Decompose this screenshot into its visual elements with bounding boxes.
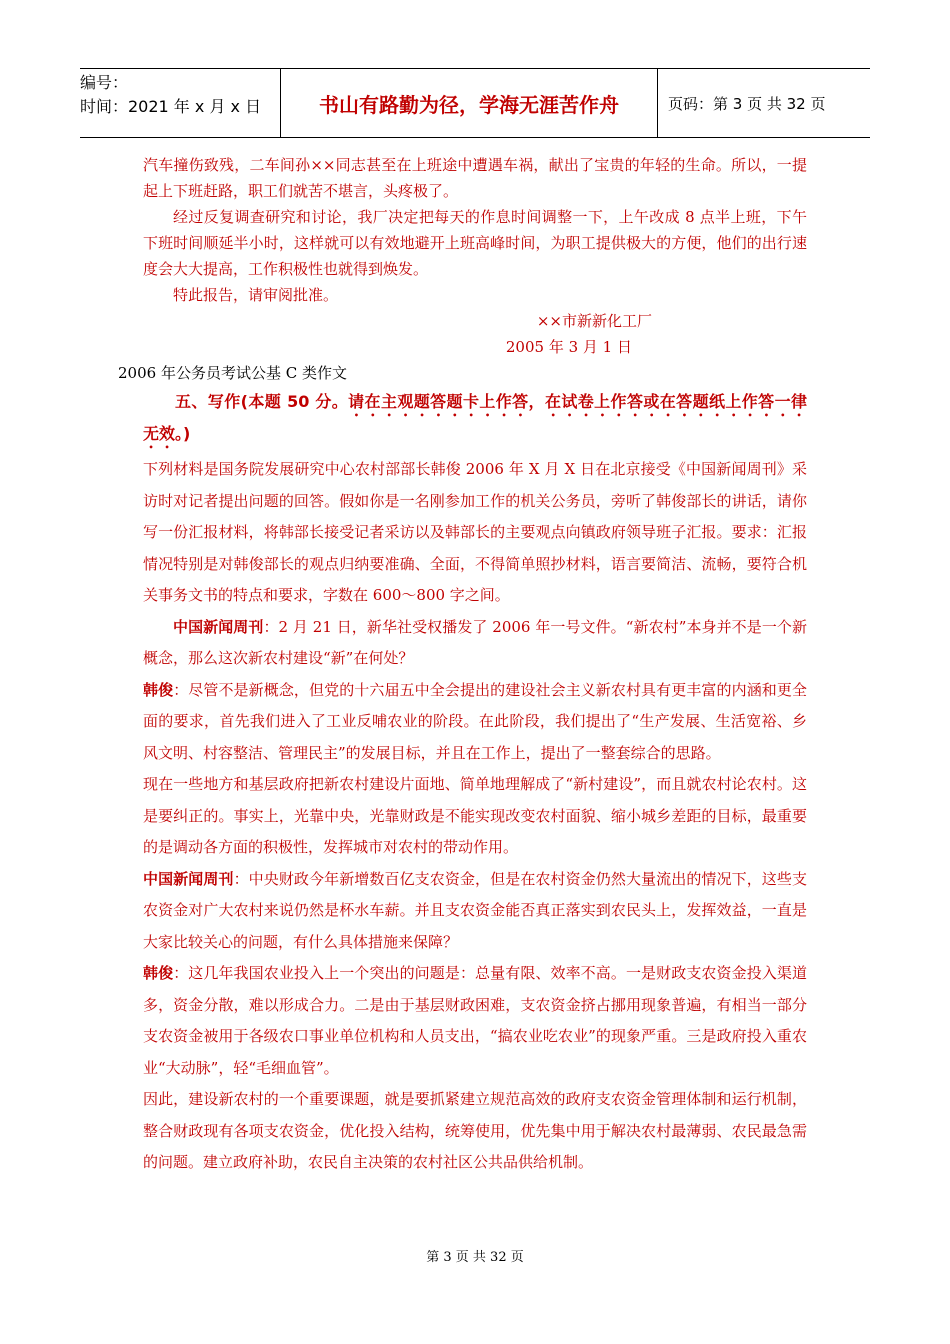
answer-1-continued: 现在一些地方和基层政府把新农村建设片面地、简单地理解成了“新村建设”，而且就农村论农村。这是要纠正的。事实上，光靠中央，光靠财政是不能实现改变农村面貌、缩小城乡差距的目标，最重要的是调动各方面的积极性，发挥城市对农村的带动作用。: [143, 775, 807, 856]
document-body: [118, 152, 807, 1179]
question-text: ：中央财政今年新增数百亿支农资金，但是在农村资金仍然大量流出的情况下，这些支农资金对广大农村来说仍然是杯水车薪。并且支农资金能否真正落实到农民头上，发挥效益，一直是大家比较关心的问题，有什么具体措施来保障？: [143, 869, 807, 951]
exam-title: 2006 年公务员考试公基 C 类作文: [118, 364, 347, 382]
answer-text: ：这几年我国农业投入上一个突出的问题是：总量有限、效率不高。一是财政支农资金投入渠道多，资金分散，难以形成合力。二是由于基层财政困难，支农资金挤占挪用现象普遍，有相当一部分支农资金被用于各级农口事业单位机构和人员支出，“搞农业吃农业”的现象严重。三是政府投入重农业“大动脉”，轻“毛细血管”。: [143, 964, 807, 1077]
page-footer: 第 3 页 共 32 页: [426, 1250, 524, 1265]
report-closing: 特此报告，请审阅批准。: [173, 286, 339, 304]
section-heading-part1: 五、写作(本题 50 分。: [175, 392, 349, 411]
question-2: [143, 864, 807, 959]
speaker-label: 中国新闻周刊: [143, 869, 234, 888]
speaker-label: 韩俊: [143, 680, 174, 699]
section-heading-part3: ): [183, 424, 191, 443]
answer-text: ：尽管不是新概念，但党的十六届五中全会提出的建设社会主义新农村具有更丰富的内涵和更全面的要求，首先我们进入了工业反哺农业的阶段。在此阶段，我们提出了“生产发展、生活宽裕、乡风文明、村容整洁、管理民主”的发展目标，并且在工作上，提出了一整套综合的思路。: [143, 680, 807, 762]
section-heading-emphasis: 请在主观题答题卡上作答，在试卷上作答或在答题纸上作答一律无效。: [143, 392, 807, 443]
header-page-info: 页码：第 3 页 共 32 页: [668, 94, 826, 113]
answer-2-continued: 因此，建设新农村的一个重要课题，就是要抓紧建立规范高效的政府支农资金管理体制和运行机制，整合财政现有各项支农资金，优化投入结构，统筹使用，优先集中用于解决农村最薄弱、农民最急需的问题。建立政府补助，农民自主决策的农村社区公共品供给机制。: [143, 1090, 807, 1171]
header-motto: 书山有路勤为径，学海无涯苦作舟: [281, 69, 658, 137]
section-heading: [143, 388, 807, 452]
answer-2: [143, 958, 807, 1084]
question-1: [143, 612, 807, 675]
date-line: 时间：2021 年 x 月 x 日: [80, 97, 262, 116]
serial-label: 编号：: [80, 73, 129, 92]
report-paragraph-2: 经过反复调查研究和讨论，我厂决定把每天的作息时间调整一下，上午改成 8 点半上班，下午下班时间顺延半小时，这样就可以有效地避开上班高峰时间，为职工提供极大的方便，他们的出行速度会大大提高，工作积极性也就得到焕发。: [143, 208, 807, 278]
report-paragraph-1: 汽车撞伤致残，二车间孙××同志甚至在上班途中遭遇车祸，献出了宝贵的年轻的生命。所以，一提起上下班赶路，职工们就苦不堪言，头疼极了。: [143, 156, 807, 200]
header-meta: [80, 69, 281, 137]
page-header: [80, 68, 870, 138]
speaker-label: 中国新闻周刊: [173, 617, 264, 636]
signature-organization: ××市新新化工厂: [536, 312, 652, 330]
signature-date: 2005 年 3 月 1 日: [505, 338, 632, 356]
speaker-label: 韩俊: [143, 964, 174, 982]
answer-1: [143, 675, 807, 770]
instructions-paragraph: 下列材料是国务院发展研究中心农村部部长韩俊 2006 年 X 月 X 日在北京接受《中国新闻周刊》采访时对记者提出问题的回答。假如你是一名刚参加工作的机关公务员，旁听了韩俊部长的讲话，请你写一份汇报材料，将韩部长接受记者采访以及韩部长的主要观点向镇政府领导班子汇报。要求：汇报情况特别是对韩俊部长的观点归纳要准确、全面，不得简单照抄材料，语言要简洁、流畅，要符合机关事务文书的特点和要求，字数在 600～800 字之间。: [143, 460, 807, 604]
question-text: ：2 月 21 日，新华社受权播发了 2006 年一号文件。“新农村”本身并不是一个新概念，那么这次新农村建设“新”在何处？: [143, 617, 807, 667]
